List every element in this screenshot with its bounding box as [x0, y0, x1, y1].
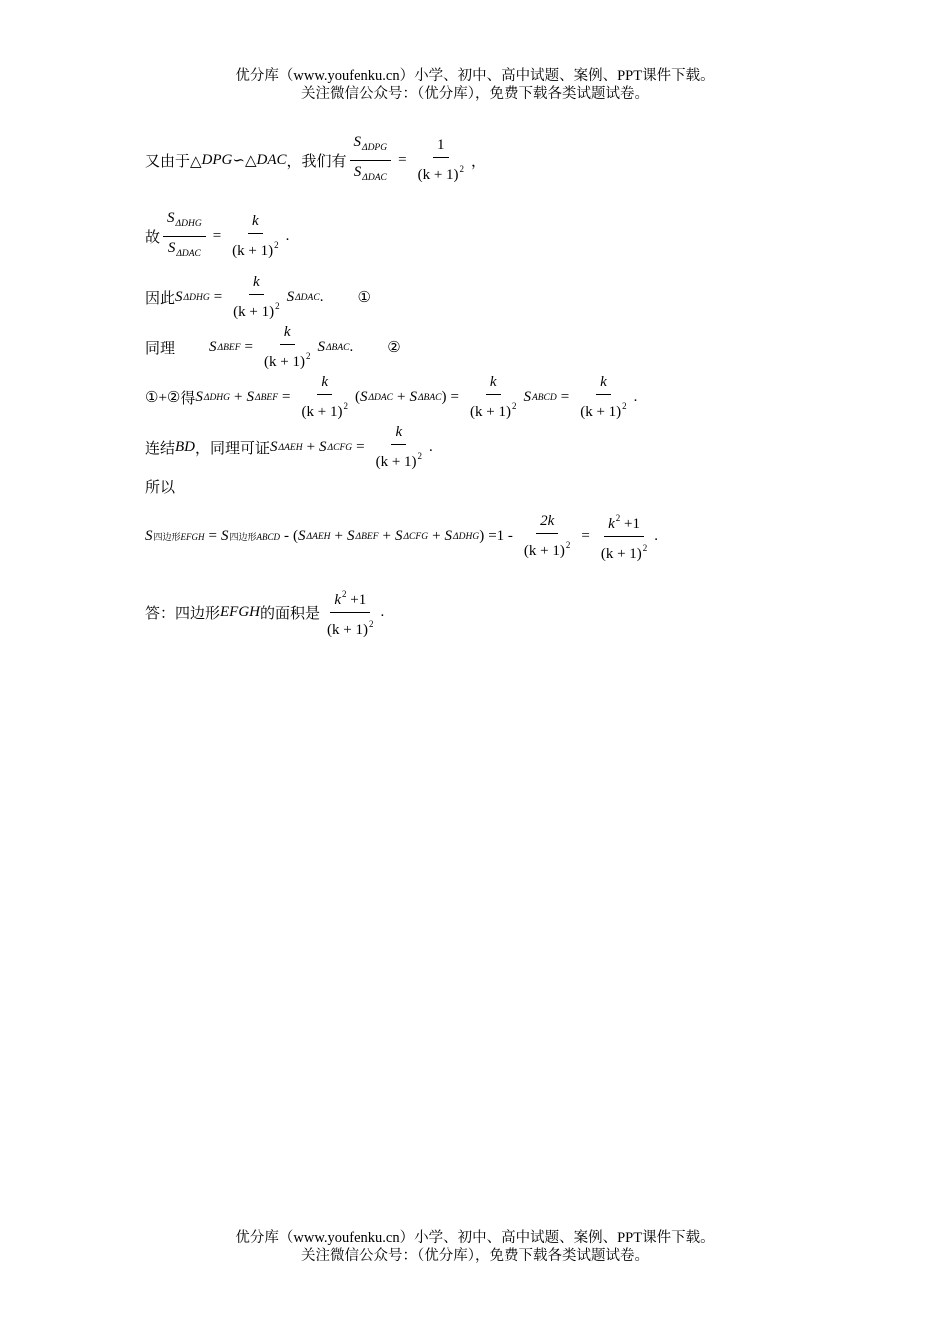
equation-line-8: S 四边形EFGH = S 四边形ABCD - ( S ΔAEH + S ΔBEF + S ΔCFG + S ΔDHG ) =1 - $\frac{2k}{(k + 1)^2}$ = $\frac{k^2 +1}{(k + 1)^2}$ .: [145, 510, 658, 563]
quad-efgh: EFGH: [220, 604, 261, 620]
equation-line-5: ①+② 得 S ΔDHG + S ΔBEF = $\frac{k}{(k + 1)^2}$ ( S ΔDAC + S ΔBAC ) = $\frac{k}{(k + 1)^2}$ S ABCD = $\frac{k}{(k + 1)^2}$ .: [145, 374, 638, 420]
triangle-dac: DAC: [256, 152, 287, 168]
text: 答：四边形: [145, 606, 221, 622]
segment-bd: BD: [175, 439, 196, 455]
triangle-dpg: DPG: [201, 152, 233, 168]
text: .: [429, 439, 433, 455]
fraction-k: $\frac{k}{(k + 1)^2}$: [301, 374, 348, 420]
text: 故: [145, 230, 161, 246]
equation-line-2: [145, 210, 289, 263]
text: ∽△: [232, 153, 257, 169]
text: .: [633, 389, 638, 405]
fraction-k: $\frac{k}{(k + 1)^2}$: [232, 213, 279, 259]
fraction-result: $\frac{k^2 +1}{(k + 1)^2}$: [597, 510, 651, 563]
equation-marker-2: ②: [387, 340, 401, 356]
fraction-k: $\frac{k}{(k + 1)^2}$: [580, 374, 627, 420]
equation-line-1: [145, 134, 486, 187]
equation-marker-1: ①: [357, 290, 371, 306]
equation-line-6: 连结 BD ，同理可证 S ΔAEH + S ΔCFG = $\frac{k}{(k + 1)^2}$ .: [145, 424, 433, 470]
text: 得: [180, 391, 196, 407]
fraction-k: $\frac{k}{(k + 1)^2}$: [263, 324, 311, 370]
footer-line-1: 优分库（www.youfenku.cn）小学、初中、高中试题、案例、PPT课件下载。: [235, 1230, 715, 1246]
answer-line: [145, 586, 384, 639]
text: ①+②: [145, 390, 181, 406]
equals: =: [212, 228, 222, 244]
text-suoyi: 所以: [145, 480, 176, 496]
equals: =: [213, 289, 223, 305]
text: ，: [471, 154, 487, 170]
header-line-1: 优分库（www.youfenku.cn）小学、初中、高中试题、案例、PPT课件下载。: [235, 68, 715, 84]
footer-line-2: 关注微信公众号：（优分库），免费下载各类试题试卷。: [301, 1248, 649, 1264]
fraction-k: $\frac{k}{(k + 1)^2}$: [469, 374, 517, 420]
text: ，同理可证: [195, 441, 271, 457]
text: 连结: [145, 441, 176, 457]
fraction-k: $\frac{k}{(k + 1)^2}$: [375, 424, 423, 470]
text: .: [380, 604, 385, 620]
equals: =: [244, 339, 253, 355]
text: .: [285, 228, 290, 244]
text: 又由于△: [145, 154, 202, 170]
fraction-k: $\frac{k}{(k + 1)^2}$: [233, 274, 280, 320]
page-footer: [0, 1229, 950, 1265]
text: ，我们有: [286, 154, 347, 170]
equation-line-3: 因此 S ΔDHG = $\frac{k}{(k + 1)^2}$ S ΔDAC . ①: [145, 274, 371, 320]
text: .: [654, 528, 659, 544]
fraction-one-over: $\frac{1}{(k + 1)^2}$: [417, 137, 465, 183]
text: .: [349, 339, 354, 355]
fraction-area-ratio: $\frac{S_{\Delta DHG}}{S_{\Delta DAC}}$: [163, 210, 206, 263]
equation-line-4: 同理 S ΔBEF = $\frac{k}{(k + 1)^2}$ S ΔBAC . ②: [145, 324, 401, 370]
text: 因此: [145, 291, 176, 307]
equals: =: [398, 152, 407, 168]
text: 同理: [145, 341, 176, 357]
header-line-2: 关注微信公众号：（优分库），免费下载各类试题试卷。: [301, 86, 649, 102]
page-header: [0, 67, 950, 103]
text: .: [319, 289, 324, 305]
fraction-result: $\frac{k^2 +1}{(k + 1)^2}$: [323, 586, 377, 639]
text: 的面积是: [260, 606, 321, 622]
fraction-2k: $\frac{2k}{(k + 1)^2}$: [523, 513, 571, 559]
fraction-area-ratio: $\frac{S_{\Delta DPG}}{S_{\Delta DAC}}$: [350, 134, 392, 187]
